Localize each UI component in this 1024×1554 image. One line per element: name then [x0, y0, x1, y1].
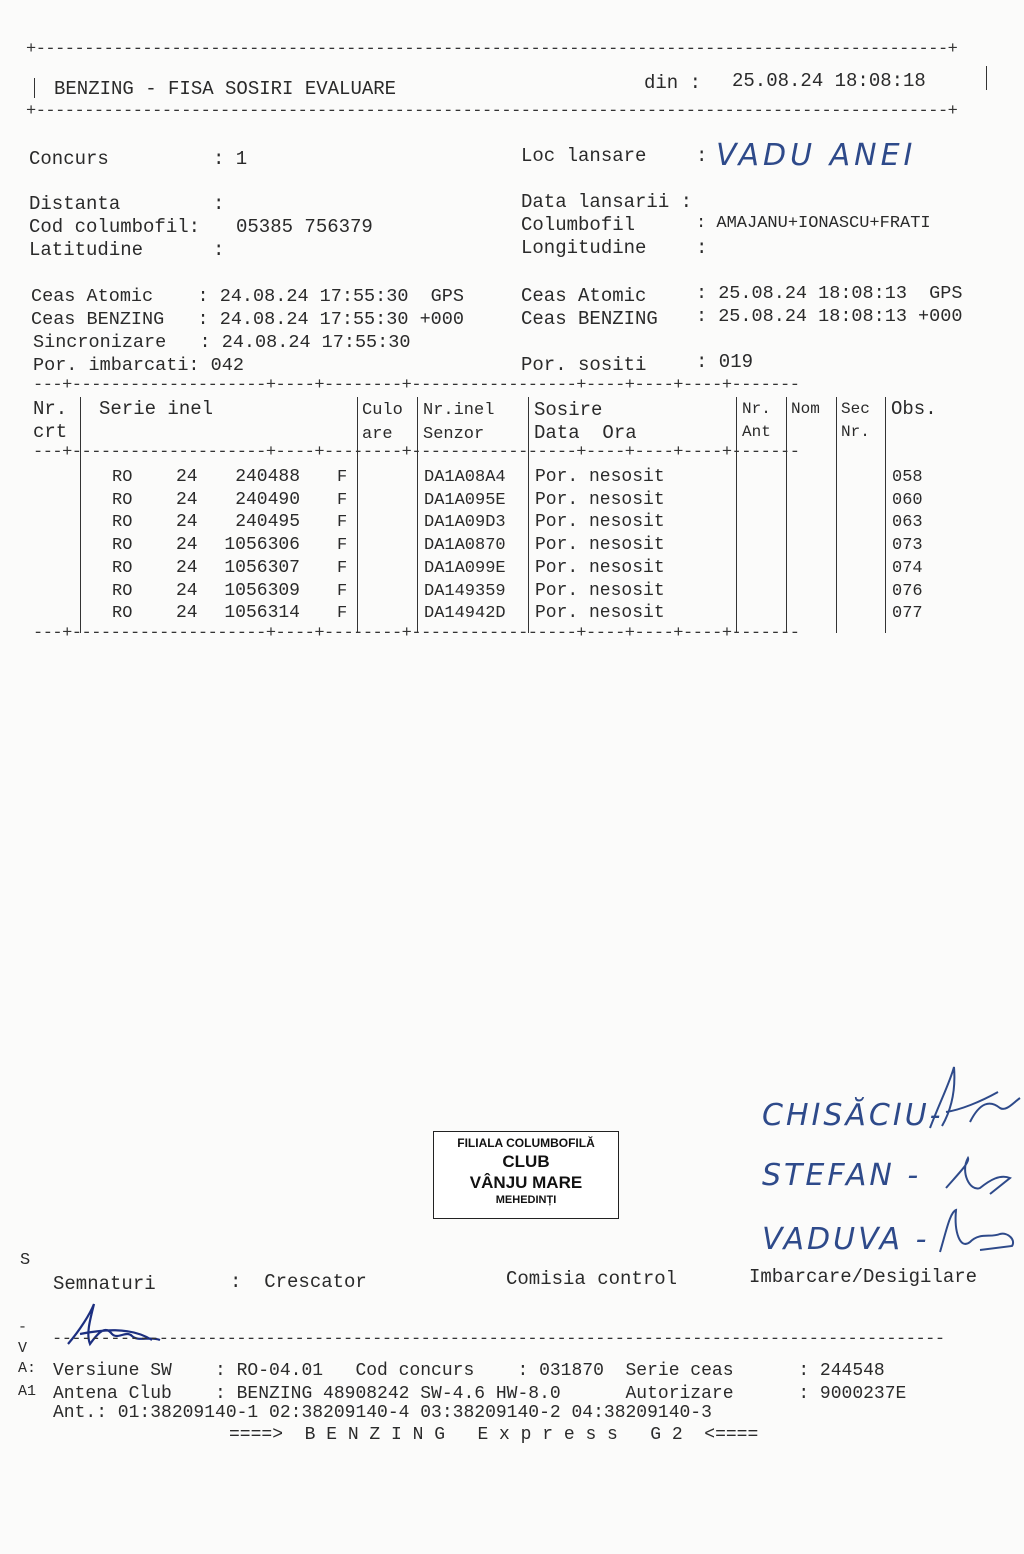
row-ring-number: 1056314 — [224, 603, 300, 624]
row-obs: 077 — [892, 604, 923, 624]
col-line-6 — [786, 397, 787, 633]
columbofil-value: : AMAJANU+IONASCU+FRATI — [696, 214, 931, 233]
stamp-line-3: VÂNJU MARE — [469, 1173, 583, 1192]
imbarcare-label: Imbarcare/Desigilare — [749, 1266, 978, 1288]
th-sec-1: Sec — [841, 400, 870, 418]
row-sensor: DA1A09D3 — [424, 513, 506, 533]
row-ring-number: 1056307 — [224, 557, 300, 578]
row-year: 24 — [176, 603, 198, 624]
stamp-line-2: CLUB — [502, 1152, 550, 1171]
row-sensor: DA1A099E — [424, 558, 506, 578]
th-nr-ant-1: Nr. — [742, 400, 771, 418]
col-line-5 — [736, 397, 737, 633]
margin-mark-s: S — [20, 1251, 31, 1270]
row-ring-number: 240495 — [235, 512, 300, 533]
row-obs: 063 — [892, 513, 923, 533]
row-sex: F — [337, 490, 348, 510]
row-year: 24 — [176, 580, 198, 601]
club-stamp — [433, 1131, 619, 1219]
row-country: RO — [112, 536, 133, 556]
row-country: RO — [112, 513, 133, 533]
row-obs: 060 — [892, 490, 923, 510]
th-nr: Nr. — [33, 398, 68, 420]
right-ceas-benzing-label: Ceas BENZING — [521, 308, 658, 330]
row-sex: F — [337, 604, 348, 624]
col-line-4 — [528, 397, 529, 633]
header-bottom-border: +----------------------------------------------------------------------------------------------+ — [26, 102, 958, 121]
distanta-label: Distanta — [29, 193, 121, 215]
col-line-1 — [80, 397, 81, 633]
row-ring-number: 1056309 — [224, 580, 300, 601]
date-label: din : — [644, 72, 702, 94]
row-sex: F — [337, 558, 348, 578]
margin-mark-1: - — [18, 1319, 28, 1336]
latitudine-label: Latitudine — [29, 239, 144, 261]
col-line-7 — [836, 397, 837, 633]
row-obs: 073 — [892, 536, 923, 556]
th-crt: crt — [33, 421, 68, 443]
latitudine-value: : — [213, 239, 225, 261]
row-year: 24 — [176, 557, 198, 578]
row-country: RO — [112, 468, 133, 487]
row-sosire: Por. nesosit — [535, 512, 665, 533]
row-sosire: Por. nesosit — [535, 603, 665, 624]
row-country: RO — [112, 604, 133, 624]
antenna-ids-line: Ant.: 01:38209140-1 02:38209140-4 03:38209140-2 04:38209140-3 — [53, 1403, 712, 1423]
row-sensor: DA1A095E — [424, 490, 506, 510]
semnaturi-label: Semnaturi — [53, 1273, 156, 1295]
row-sensor: DA1A0870 — [424, 536, 506, 556]
row-obs: 076 — [892, 581, 923, 601]
col-line-2 — [357, 397, 358, 633]
left-ceas-atomic: Ceas Atomic : 24.08.24 17:55:30 GPS — [31, 286, 464, 307]
row-sensor: DA149359 — [424, 581, 506, 601]
th-sosire: Sosire — [534, 399, 603, 421]
report-datetime: 25.08.24 18:08:18 — [732, 70, 926, 92]
loc-lansare-sep: : — [696, 145, 708, 167]
margin-mark-2: V — [18, 1340, 28, 1357]
row-year: 24 — [176, 512, 198, 533]
versiune-sw-line: Versiune SW : RO-04.01 Cod concurs : 031870 Serie ceas : 244548 — [53, 1361, 885, 1381]
table-bottom-border: ---+--------------------+----+--------+-----------------+----+----+----+------- — [33, 624, 800, 643]
loc-lansare-handwritten: VADU ANEI — [716, 138, 917, 173]
row-ring-number: 240488 — [235, 467, 300, 487]
stamp-line-1: FILIALA COLUMBOFILĂ — [457, 1136, 595, 1150]
row-obs: 058 — [892, 468, 923, 487]
row-year: 24 — [176, 535, 198, 556]
sincronizare: Sincronizare : 24.08.24 17:55:30 — [33, 332, 411, 353]
data-lansarii-label: Data lansarii : — [521, 191, 693, 213]
row-sosire: Por. nesosit — [535, 489, 665, 510]
signature-scribbles — [920, 1062, 1024, 1262]
crescator-label: : Crescator — [230, 1271, 367, 1293]
por-sositi-label: Por. sositi — [521, 354, 647, 376]
header-right-bar — [986, 66, 987, 90]
page-title: BENZING - FISA SOSIRI EVALUARE — [54, 78, 397, 100]
margin-mark-3: A: — [18, 1360, 37, 1377]
row-sensor: DA14942D — [424, 604, 506, 624]
right-ceas-benzing-value: : 25.08.24 18:08:13 +000 — [696, 306, 963, 327]
th-are: are — [362, 425, 393, 444]
longitudine-value: : — [696, 237, 708, 259]
row-country: RO — [112, 581, 133, 601]
th-obs: Obs. — [891, 398, 937, 420]
row-sosire: Por. nesosit — [535, 557, 665, 578]
loc-lansare-label: Loc lansare — [521, 145, 647, 167]
antena-club-line: Antena Club : BENZING 48908242 SW-4.6 HW-8.0 Autorizare : 9000237E — [53, 1384, 907, 1404]
por-imbarcati: Por. imbarcati: 042 — [33, 355, 244, 376]
row-country: RO — [112, 558, 133, 578]
th-nr-inel: Nr.inel — [423, 401, 495, 420]
row-sosire: Por. nesosit — [535, 535, 665, 556]
distanta-value: : — [213, 193, 225, 215]
row-country: RO — [112, 490, 133, 510]
footer-divider: -------------------------------------------------------------------------------------------- — [52, 1330, 945, 1349]
comisia-control-label: Comisia control — [506, 1268, 678, 1290]
stamp-line-4: MEHEDINȚI — [495, 1194, 557, 1206]
th-nr-ant-2: Ant — [742, 423, 771, 441]
th-culo: Culo — [362, 401, 403, 420]
table-top-border: ---+--------------------+----+--------+-----------------+----+----+----+------- — [33, 376, 800, 395]
th-sec-2: Nr. — [841, 423, 870, 441]
right-ceas-atomic-label: Ceas Atomic — [521, 285, 647, 307]
row-sex: F — [337, 581, 348, 601]
benzing-express-banner: ====> B E N Z I N G E x p r e s s G 2 <==== — [229, 1425, 759, 1445]
th-nom: Nom — [791, 400, 820, 418]
left-ceas-benzing: Ceas BENZING : 24.08.24 17:55:30 +000 — [31, 309, 464, 330]
longitudine-label: Longitudine — [521, 237, 647, 259]
row-sex: F — [337, 468, 348, 487]
table-header-border: ---+--------------------+----+--------+-----------------+----+----+----+------- — [33, 443, 800, 462]
row-year: 24 — [176, 489, 198, 510]
row-sosire: Por. nesosit — [535, 580, 665, 601]
concurs-label: Concurs — [29, 148, 109, 170]
row-sensor: DA1A08A4 — [424, 468, 506, 487]
por-sositi-value: : 019 — [696, 351, 754, 373]
row-obs: 074 — [892, 558, 923, 578]
col-line-8 — [885, 397, 886, 633]
signature-name-3: VADUVA - — [762, 1222, 930, 1257]
header-left-bar — [34, 78, 35, 98]
row-sex: F — [337, 536, 348, 556]
header-top-border: +----------------------------------------------------------------------------------------------+ — [26, 40, 958, 59]
row-year: 24 — [176, 467, 198, 487]
col-line-3 — [417, 397, 418, 633]
cod-columbofil-label: Cod columbofil: — [29, 216, 201, 238]
row-ring-number: 1056306 — [224, 535, 300, 556]
row-ring-number: 240490 — [235, 489, 300, 510]
signature-name-1: CHISĂCIU- — [762, 1098, 944, 1133]
th-senzor: Senzor — [423, 425, 485, 444]
row-sosire: Por. nesosit — [535, 467, 665, 487]
right-ceas-atomic-value: : 25.08.24 18:08:13 GPS — [696, 283, 963, 304]
cod-columbofil-value: 05385 756379 — [236, 216, 373, 238]
th-serie-inel: Serie inel — [99, 398, 214, 420]
th-data-ora: Data Ora — [534, 422, 637, 444]
margin-mark-4: A1 — [18, 1383, 37, 1400]
columbofil-label: Columbofil — [521, 214, 636, 236]
concurs-value: : 1 — [213, 148, 248, 170]
signature-name-2: STEFAN - — [762, 1158, 922, 1193]
row-sex: F — [337, 513, 348, 533]
